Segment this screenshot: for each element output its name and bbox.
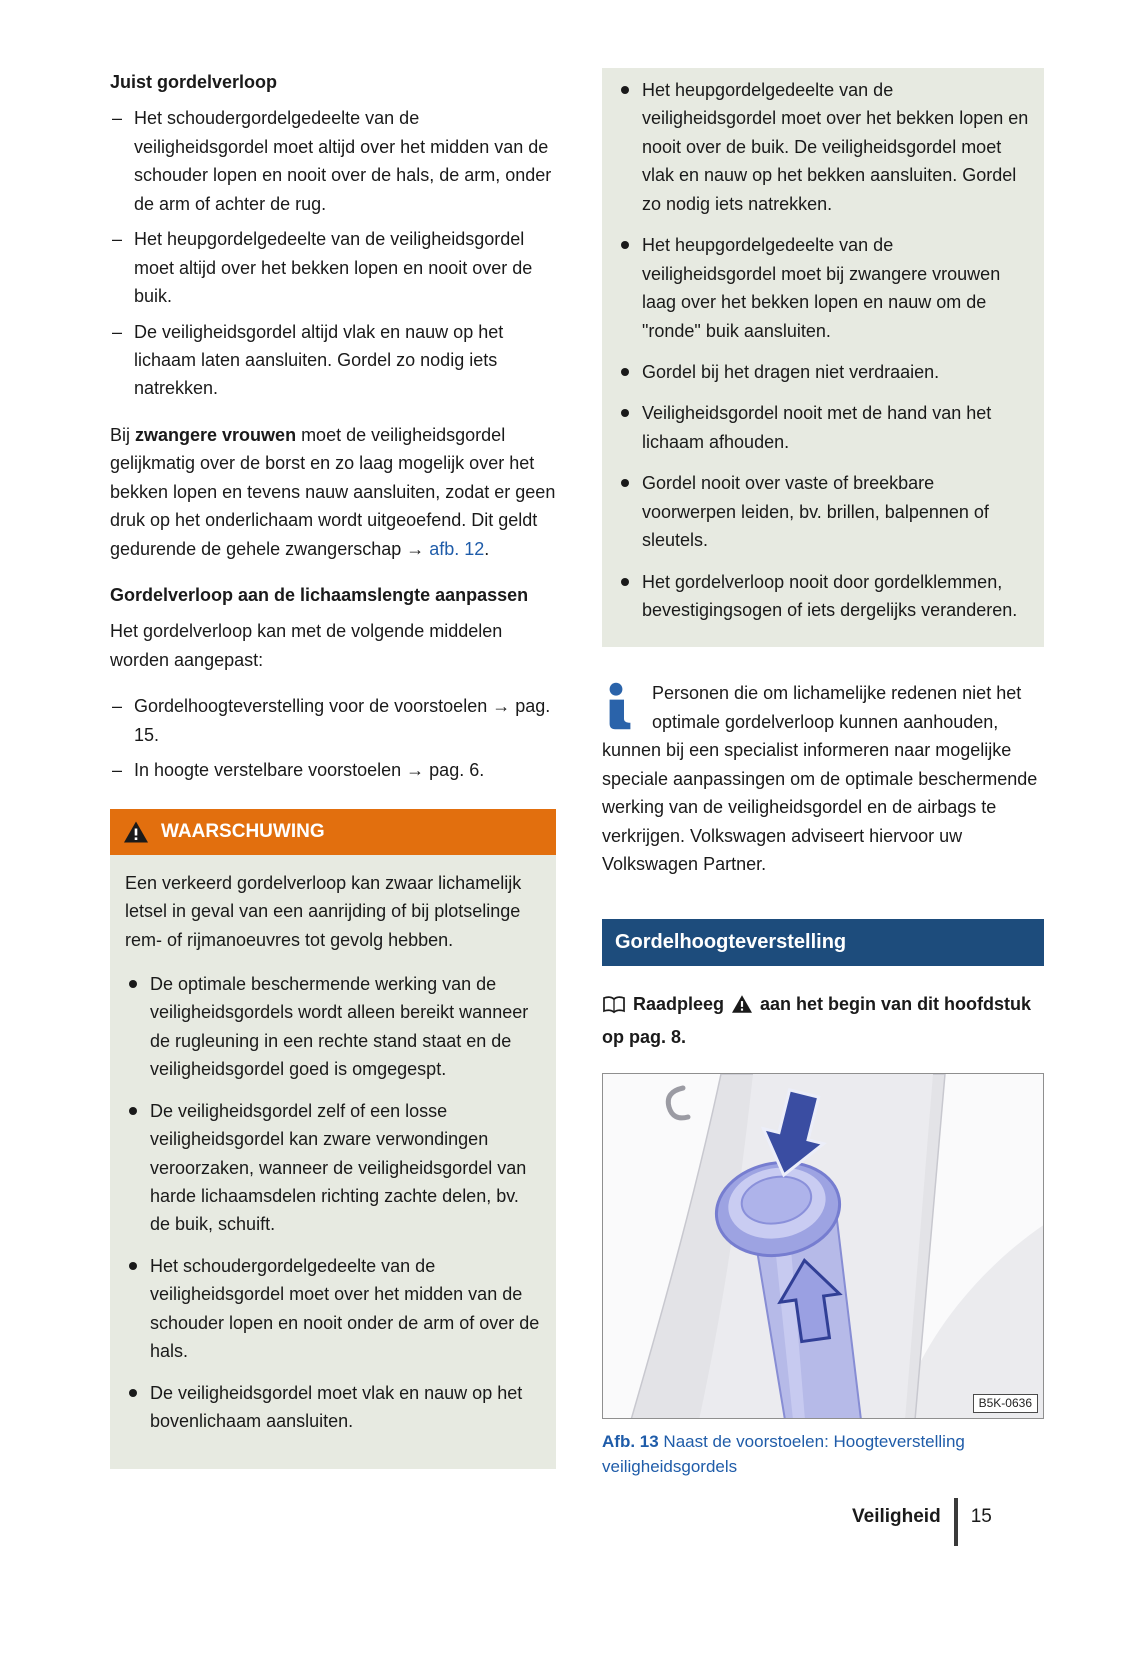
list-item: De veiligheidsgordel zelf of een losse veiligheidsgordel kan zware verwondingen veroorzaken, wanneer de veiligheidsgordel van harde lichaamsdelen richting zachte delen, bv. de buik, schuift.: [125, 1097, 541, 1239]
belt-path-list: [110, 104, 556, 402]
text-run: .: [484, 538, 490, 559]
text-run: Bij: [110, 424, 136, 445]
figure-caption-text: Naast de voorstoelen: Hoogteverstelling veiligheidsgordels: [602, 1431, 965, 1477]
right-column: [602, 68, 1044, 1480]
open-book-icon: [602, 994, 626, 1022]
info-text: Personen die om lichamelijke redenen niet het optimale gordelverloop kunnen aanhouden, kunnen bij een specialist informeren naar mogelijke speciale aanpassingen om de optimale beschermende werking van de veiligheidsgordel en de airbags te verkrijgen. Volkswagen adviseert hiervoor uw Volkswagen Partner.: [602, 683, 1038, 875]
info-icon: [604, 682, 636, 730]
figure-code-label: B5K-0636: [973, 1394, 1038, 1413]
list-item: – Gordelhoogteverstelling voor de voorstoelen → pag. 15.: [110, 692, 556, 749]
list-item: Het schoudergordelgedeelte van de veiligheidsgordel moet over het midden van de schouder lopen en nooit onder de arm of over de hals.: [125, 1252, 541, 1366]
warning-header: [110, 809, 556, 855]
list-item: De optimale beschermende werking van de veiligheidsgordels wordt alleen bereikt wanneer de rugleuning in een rechte stand staat en de veiligheidsgordel goed is omgegespt.: [125, 970, 541, 1084]
seatbelt-height-adjuster-figure: [602, 1073, 1044, 1419]
list-item: – Het heupgordelgedeelte van de veiligheidsgordel moet altijd over het bekken lopen en nooit over de buik.: [110, 225, 556, 310]
warning-box: [110, 809, 556, 1469]
adjust-options-list: [110, 692, 556, 784]
list-item: Het heupgordelgedeelte van de veiligheidsgordel moet bij zwangere vrouwen laag over het bekken lopen en nauw om de "ronde" buik aansluiten.: [617, 231, 1029, 345]
list-item: – In hoogte verstelbare voorstoelen → pag. 6.: [110, 756, 556, 784]
list-item: – De veiligheidsgordel altijd vlak en nauw op het lichaam laten aansluiten. Gordel zo nodig iets natrekken.: [110, 318, 556, 403]
warning-box-continuation: [602, 68, 1044, 647]
left-column: [110, 68, 556, 1480]
warning-intro: Een verkeerd gordelverloop kan zwaar lichamelijk letsel in geval van een aanrijding of bij plotselinge rem- of rijmanoeuvres tot gevolg hebben.: [125, 872, 522, 950]
heading-juist-gordelverloop: Juist gordelverloop: [110, 72, 278, 92]
list-item: – Het schoudergordelgedeelte van de veiligheidsgordel moet altijd over het midden van de schouder lopen en nooit over de hals, de arm, onder de arm of achter de rug.: [110, 104, 556, 218]
list-item: Het heupgordelgedeelte van de veiligheidsgordel moet over het bekken lopen en nooit over de buik. De veiligheidsgordel moet vlak en nauw op het bekken aansluiten. Gordel zo nodig iets natrekken.: [617, 76, 1029, 218]
reference-line: [602, 990, 1044, 1051]
footer-divider: [954, 1498, 958, 1546]
warning-body: [110, 855, 556, 1469]
list-item: Het gordelverloop nooit door gordelklemmen, bevestigingsogen of iets dergelijks veranderen.: [617, 568, 1029, 625]
warning-triangle-icon: [123, 820, 149, 844]
text-run: moet de veiligheidsgordel gelijkmatig over de borst en zo laag mogelijk over het bekken lopen en tevens nauw aansluiten, zodat er geen druk op het onderlichaam wordt uitgeoefend. Dit geldt gedurende de gehele zwangerschap →: [110, 424, 556, 559]
figure-caption: [602, 1429, 1044, 1480]
info-note: [602, 679, 1044, 878]
list-item: Gordel nooit over vaste of breekbare voorwerpen leiden, bv. brillen, balpennen of sleutels.: [617, 469, 1029, 554]
ref-text: Raadpleeg: [633, 994, 725, 1015]
text-run-bold: zwangere vrouwen: [135, 424, 297, 445]
list-item: Veiligheidsgordel nooit met de hand van het lichaam afhouden.: [617, 399, 1029, 456]
footer-section-label: Veiligheid: [852, 1506, 941, 1527]
page-footer: [852, 1498, 992, 1546]
heading-gordelverloop-aanpassen: Gordelverloop aan de lichaamslengte aanpassen: [110, 585, 529, 605]
page-number: 15: [970, 1506, 992, 1527]
adjust-intro-paragraph: Het gordelverloop kan met de volgende middelen worden aangepast:: [110, 621, 503, 670]
list-item: De veiligheidsgordel moet vlak en nauw op het bovenlichaam aansluiten.: [125, 1379, 541, 1436]
pregnant-women-paragraph: [110, 421, 556, 563]
figure-caption-number: Afb. 13: [602, 1431, 659, 1451]
ref-text: aan het begin van dit hoofdstuk op pag. 8.: [602, 994, 1032, 1047]
warning-triangle-icon: [731, 994, 753, 1022]
warning-bullets-right: [617, 76, 1029, 624]
warning-title: WAARSCHUWING: [161, 820, 325, 842]
seatbelt-height-adjuster-illustration: [603, 1074, 1044, 1419]
list-item: Gordel bij het dragen niet verdraaien.: [617, 358, 1029, 386]
page-content: [110, 68, 1044, 1480]
ref-link-afb-12[interactable]: afb. 12: [429, 538, 485, 559]
section-title-gordelhoogteverstelling: Gordelhoogteverstelling: [602, 919, 1044, 967]
warning-bullets-left: [125, 970, 541, 1436]
